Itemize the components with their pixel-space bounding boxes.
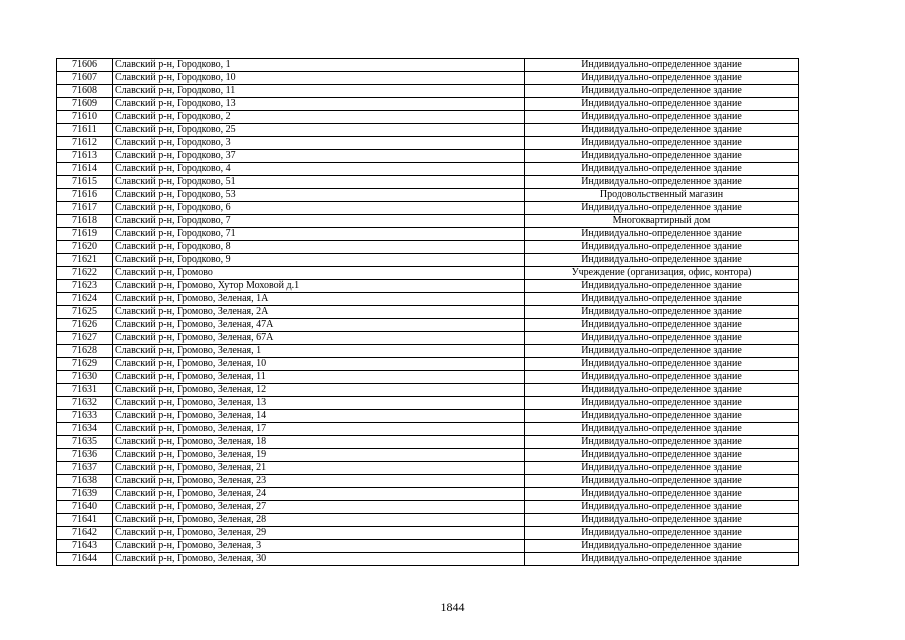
- record-number-cell: 71620: [57, 241, 113, 254]
- address-cell: Славский р-н, Громово, Зеленая, 1А: [113, 293, 525, 306]
- table-row: [57, 85, 799, 98]
- table-row: [57, 553, 799, 566]
- building-type-cell: Индивидуально-определенное здание: [525, 358, 799, 371]
- table-row: [57, 475, 799, 488]
- table-row: [57, 423, 799, 436]
- building-type-cell: Индивидуально-определенное здание: [525, 488, 799, 501]
- address-cell: Славский р-н, Городково, 71: [113, 228, 525, 241]
- building-type-cell: Индивидуально-определенное здание: [525, 319, 799, 332]
- record-number-cell: 71644: [57, 553, 113, 566]
- table-row: [57, 215, 799, 228]
- building-type-cell: Продовольственный магазин: [525, 189, 799, 202]
- building-type-cell: Индивидуально-определенное здание: [525, 384, 799, 397]
- record-number-cell: 71639: [57, 488, 113, 501]
- address-cell: Славский р-н, Громово, Зеленая, 47А: [113, 319, 525, 332]
- building-type-cell: Индивидуально-определенное здание: [525, 306, 799, 319]
- address-cell: Славский р-н, Громово, Хутор Моховой д.1: [113, 280, 525, 293]
- building-type-cell: Индивидуально-определенное здание: [525, 72, 799, 85]
- record-number-cell: 71611: [57, 124, 113, 137]
- table-row: [57, 72, 799, 85]
- building-type-cell: Индивидуально-определенное здание: [525, 293, 799, 306]
- record-number-cell: 71629: [57, 358, 113, 371]
- address-cell: Славский р-н, Громово, Зеленая, 19: [113, 449, 525, 462]
- address-cell: Славский р-н, Громово, Зеленая, 3: [113, 540, 525, 553]
- page-number: 1844: [440, 600, 465, 614]
- record-number-cell: 71634: [57, 423, 113, 436]
- record-number-cell: 71613: [57, 150, 113, 163]
- address-cell: Славский р-н, Городково, 3: [113, 137, 525, 150]
- address-cell: Славский р-н, Громово, Зеленая, 21: [113, 462, 525, 475]
- address-cell: Славский р-н, Городково, 53: [113, 189, 525, 202]
- building-type-cell: Индивидуально-определенное здание: [525, 202, 799, 215]
- building-type-cell: Индивидуально-определенное здание: [525, 176, 799, 189]
- table-row: [57, 319, 799, 332]
- record-number-cell: 71643: [57, 540, 113, 553]
- address-cell: Славский р-н, Громово, Зеленая, 11: [113, 371, 525, 384]
- record-number-cell: 71609: [57, 98, 113, 111]
- address-cell: Славский р-н, Громово, Зеленая, 24: [113, 488, 525, 501]
- table-row: [57, 280, 799, 293]
- address-cell: Славский р-н, Громово, Зеленая, 12: [113, 384, 525, 397]
- building-type-cell: Индивидуально-определенное здание: [525, 163, 799, 176]
- building-type-cell: Индивидуально-определенное здание: [525, 85, 799, 98]
- table-row: [57, 293, 799, 306]
- table-row: [57, 449, 799, 462]
- address-cell: Славский р-н, Городково, 8: [113, 241, 525, 254]
- building-type-cell: Индивидуально-определенное здание: [525, 150, 799, 163]
- record-number-cell: 71642: [57, 527, 113, 540]
- table-row: [57, 332, 799, 345]
- building-type-cell: Индивидуально-определенное здание: [525, 540, 799, 553]
- record-number-cell: 71610: [57, 111, 113, 124]
- address-cell: Славский р-н, Громово, Зеленая, 14: [113, 410, 525, 423]
- address-cell: Славский р-н, Городково, 7: [113, 215, 525, 228]
- building-type-cell: Индивидуально-определенное здание: [525, 280, 799, 293]
- table-row: [57, 488, 799, 501]
- address-cell: Славский р-н, Городково, 25: [113, 124, 525, 137]
- building-type-cell: Индивидуально-определенное здание: [525, 501, 799, 514]
- table-row: [57, 267, 799, 280]
- record-number-cell: 71632: [57, 397, 113, 410]
- table-row: [57, 501, 799, 514]
- record-number-cell: 71630: [57, 371, 113, 384]
- building-type-cell: Индивидуально-определенное здание: [525, 241, 799, 254]
- record-number-cell: 71619: [57, 228, 113, 241]
- address-cell: Славский р-н, Громово, Зеленая, 29: [113, 527, 525, 540]
- registry-table-body: [57, 59, 799, 566]
- table-row: [57, 462, 799, 475]
- address-cell: Славский р-н, Громово, Зеленая, 28: [113, 514, 525, 527]
- record-number-cell: 71640: [57, 501, 113, 514]
- record-number-cell: 71625: [57, 306, 113, 319]
- table-row: [57, 59, 799, 72]
- address-cell: Славский р-н, Громово, Зеленая, 13: [113, 397, 525, 410]
- address-cell: Славский р-н, Громово, Зеленая, 27: [113, 501, 525, 514]
- record-number-cell: 71637: [57, 462, 113, 475]
- building-type-cell: Индивидуально-определенное здание: [525, 553, 799, 566]
- table-row: [57, 436, 799, 449]
- address-cell: Славский р-н, Городково, 1: [113, 59, 525, 72]
- building-type-cell: Индивидуально-определенное здание: [525, 449, 799, 462]
- record-number-cell: 71633: [57, 410, 113, 423]
- address-cell: Славский р-н, Громово, Зеленая, 67А: [113, 332, 525, 345]
- building-type-cell: Индивидуально-определенное здание: [525, 332, 799, 345]
- address-cell: Славский р-н, Громово, Зеленая, 30: [113, 553, 525, 566]
- address-cell: Славский р-н, Городково, 13: [113, 98, 525, 111]
- record-number-cell: 71617: [57, 202, 113, 215]
- building-type-cell: Индивидуально-определенное здание: [525, 124, 799, 137]
- table-row: [57, 358, 799, 371]
- address-cell: Славский р-н, Городково, 4: [113, 163, 525, 176]
- record-number-cell: 71608: [57, 85, 113, 98]
- address-cell: Славский р-н, Громово: [113, 267, 525, 280]
- record-number-cell: 71627: [57, 332, 113, 345]
- address-cell: Славский р-н, Городково, 6: [113, 202, 525, 215]
- address-cell: Славский р-н, Городково, 11: [113, 85, 525, 98]
- table-row: [57, 150, 799, 163]
- building-type-cell: Индивидуально-определенное здание: [525, 423, 799, 436]
- building-type-cell: Индивидуально-определенное здание: [525, 111, 799, 124]
- building-type-cell: Индивидуально-определенное здание: [525, 527, 799, 540]
- table-row: [57, 384, 799, 397]
- building-type-cell: Индивидуально-определенное здание: [525, 59, 799, 72]
- building-type-cell: Многоквартирный дом: [525, 215, 799, 228]
- table-row: [57, 254, 799, 267]
- table-row: [57, 111, 799, 124]
- record-number-cell: 71641: [57, 514, 113, 527]
- table-row: [57, 98, 799, 111]
- address-cell: Славский р-н, Городково, 37: [113, 150, 525, 163]
- building-type-cell: Индивидуально-определенное здание: [525, 254, 799, 267]
- building-type-cell: Индивидуально-определенное здание: [525, 397, 799, 410]
- table-row: [57, 241, 799, 254]
- address-cell: Славский р-н, Громово, Зеленая, 17: [113, 423, 525, 436]
- building-type-cell: Индивидуально-определенное здание: [525, 436, 799, 449]
- record-number-cell: 71635: [57, 436, 113, 449]
- record-number-cell: 71618: [57, 215, 113, 228]
- address-cell: Славский р-н, Громово, Зеленая, 10: [113, 358, 525, 371]
- address-cell: Славский р-н, Громово, Зеленая, 1: [113, 345, 525, 358]
- table-row: [57, 137, 799, 150]
- record-number-cell: 71621: [57, 254, 113, 267]
- building-type-cell: Индивидуально-определенное здание: [525, 410, 799, 423]
- record-number-cell: 71606: [57, 59, 113, 72]
- table-row: [57, 527, 799, 540]
- record-number-cell: 71624: [57, 293, 113, 306]
- table-row: [57, 176, 799, 189]
- record-number-cell: 71636: [57, 449, 113, 462]
- building-type-cell: Индивидуально-определенное здание: [525, 462, 799, 475]
- address-cell: Славский р-н, Городково, 51: [113, 176, 525, 189]
- table-row: [57, 163, 799, 176]
- table-row: [57, 228, 799, 241]
- table-row: [57, 410, 799, 423]
- building-type-cell: Индивидуально-определенное здание: [525, 137, 799, 150]
- table-row: [57, 345, 799, 358]
- table-row: [57, 202, 799, 215]
- registry-table: [56, 58, 799, 566]
- record-number-cell: 71615: [57, 176, 113, 189]
- address-cell: Славский р-н, Громово, Зеленая, 23: [113, 475, 525, 488]
- record-number-cell: 71638: [57, 475, 113, 488]
- building-type-cell: Индивидуально-определенное здание: [525, 345, 799, 358]
- building-type-cell: Индивидуально-определенное здание: [525, 514, 799, 527]
- building-type-cell: Индивидуально-определенное здание: [525, 228, 799, 241]
- address-cell: Славский р-н, Городково, 9: [113, 254, 525, 267]
- address-cell: Славский р-н, Городково, 10: [113, 72, 525, 85]
- building-type-cell: Индивидуально-определенное здание: [525, 371, 799, 384]
- record-number-cell: 71607: [57, 72, 113, 85]
- table-row: [57, 540, 799, 553]
- address-cell: Славский р-н, Городково, 2: [113, 111, 525, 124]
- table-row: [57, 189, 799, 202]
- table-row: [57, 306, 799, 319]
- address-cell: Славский р-н, Громово, Зеленая, 18: [113, 436, 525, 449]
- record-number-cell: 71616: [57, 189, 113, 202]
- building-type-cell: Индивидуально-определенное здание: [525, 475, 799, 488]
- record-number-cell: 71622: [57, 267, 113, 280]
- table-row: [57, 124, 799, 137]
- record-number-cell: 71623: [57, 280, 113, 293]
- building-type-cell: Индивидуально-определенное здание: [525, 98, 799, 111]
- record-number-cell: 71626: [57, 319, 113, 332]
- record-number-cell: 71612: [57, 137, 113, 150]
- record-number-cell: 71628: [57, 345, 113, 358]
- address-cell: Славский р-н, Громово, Зеленая, 2А: [113, 306, 525, 319]
- record-number-cell: 71631: [57, 384, 113, 397]
- table-row: [57, 371, 799, 384]
- record-number-cell: 71614: [57, 163, 113, 176]
- building-type-cell: Учреждение (организация, офис, контора): [525, 267, 799, 280]
- table-row: [57, 397, 799, 410]
- table-row: [57, 514, 799, 527]
